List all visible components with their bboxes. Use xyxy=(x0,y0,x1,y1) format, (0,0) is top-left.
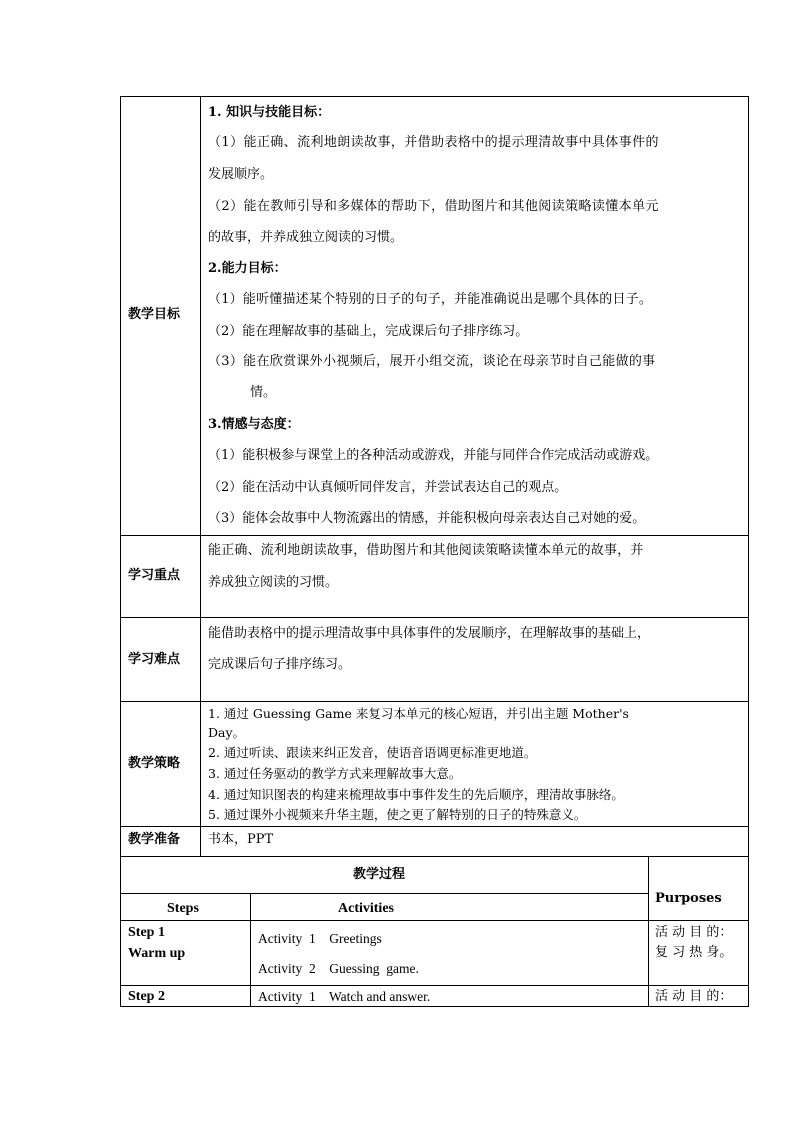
row-divider-strategy xyxy=(120,826,749,827)
step1-purpose-line1: 活 动 目 的： xyxy=(655,925,733,940)
strategy-3: 3. 通过任务驱动的教学方式来理解故事大意。 xyxy=(208,766,462,781)
difficulties-label: 学习难点 xyxy=(128,652,181,667)
difficulties-line2: 完成课后句子排序练习。 xyxy=(208,657,352,672)
purposes-header: Purposes xyxy=(655,891,722,906)
table-border-bottom xyxy=(120,1006,749,1007)
steps-header: Steps xyxy=(167,901,199,916)
step2-activity1: Activity 1 Watch and answer. xyxy=(258,989,431,1004)
step2-number: Step 2 xyxy=(128,989,165,1004)
objectives-heading-2: 2.能力目标： xyxy=(208,261,287,276)
row-divider-objectives xyxy=(120,535,749,536)
strategy-2: 2. 通过听读、跟读来纠正发音，使语音语调更标准更地道。 xyxy=(208,745,537,760)
keypoints-line1: 能正确、流利地朗读故事，借助图片和其他阅读策略读懂本单元的故事，并 xyxy=(208,543,644,558)
row-divider-step1 xyxy=(120,985,749,986)
step1-title: Warm up xyxy=(128,946,186,961)
keypoints-line2: 养成独立阅读的习惯。 xyxy=(208,575,339,590)
objectives-a2: （2）能在理解故事的基础上，完成课后句子排序练习。 xyxy=(208,324,529,339)
strategy-label: 教学策略 xyxy=(128,756,181,771)
step1-activity1: Activity 1 Greetings xyxy=(258,931,382,946)
preparation-label: 教学准备 xyxy=(128,832,181,847)
table-border-top xyxy=(120,96,749,97)
objectives-a3-line1: （3）能在欣赏课外小视频后，展开小组交流，谈论在母亲节时自己能做的事 xyxy=(208,354,656,369)
steps-column-divider xyxy=(250,893,251,1007)
table-border-right xyxy=(748,96,749,1007)
step2-purpose: 活 动 目 的： xyxy=(655,989,733,1004)
objectives-k1-line1: （1）能正确、流利地朗读故事，并借助表格中的提示理清故事中具体事件的 xyxy=(208,135,659,150)
row-divider-headers xyxy=(120,920,749,921)
preparation-value: 书本，PPT xyxy=(208,832,274,847)
step1-purpose-line2: 复 习 热 身。 xyxy=(655,945,733,960)
difficulties-line1: 能借助表格中的提示理清故事中具体事件的发展顺序，在理解故事的基础上， xyxy=(208,626,651,641)
strategy-4: 4. 通过知识图表的构建来梳理故事中事件发生的先后顺序，理清故事脉络。 xyxy=(208,787,624,802)
strategy-5: 5. 通过课外小视频来升华主题，使之更了解特别的日子的特殊意义。 xyxy=(208,807,587,822)
objectives-a3-line2: 情。 xyxy=(250,385,277,400)
objectives-k2-line1: （2）能在教师引导和多媒体的帮助下，借助图片和其他阅读策略读懂本单元 xyxy=(208,199,659,214)
row-divider-difficulties xyxy=(120,701,749,702)
table-border-left xyxy=(120,96,121,1007)
objectives-a1: （1）能听懂描述某个特别的日子的句子，并能准确说出是哪个具体的日子。 xyxy=(208,292,653,307)
objectives-k1-line2: 发展顺序。 xyxy=(208,167,274,182)
objectives-label: 教学目标 xyxy=(128,307,181,322)
objectives-e3: （3）能体会故事中人物流露出的情感，并能积极向母亲表达自己对她的爱。 xyxy=(208,511,646,526)
activities-header: Activities xyxy=(338,901,394,916)
label-column-divider xyxy=(200,96,201,856)
strategy-1-line1: 1. 通过 Guessing Game 来复习本单元的核心短语，并引出主题 Mother's xyxy=(208,706,629,721)
objectives-e1: （1）能积极参与课堂上的各种活动或游戏，并能与同伴合作完成活动或游戏。 xyxy=(208,448,659,463)
step1-activity2: Activity 2 Guessing game. xyxy=(258,961,419,976)
row-divider-keypoints xyxy=(120,617,749,618)
keypoints-label: 学习重点 xyxy=(128,568,181,583)
step1-number: Step 1 xyxy=(128,925,165,940)
row-divider-process-title xyxy=(120,893,649,894)
strategy-1-line2: Day。 xyxy=(208,725,246,740)
process-title: 教学过程 xyxy=(353,867,406,882)
row-divider-preparation xyxy=(120,856,749,857)
objectives-heading-1: 1. 知识与技能目标： xyxy=(208,105,331,120)
objectives-heading-3: 3.情感与态度： xyxy=(208,417,300,432)
objectives-k2-line2: 的故事，并养成独立阅读的习惯。 xyxy=(208,230,404,245)
objectives-e2: （2）能在活动中认真倾听同伴发言，并尝试表达自己的观点。 xyxy=(208,480,568,495)
